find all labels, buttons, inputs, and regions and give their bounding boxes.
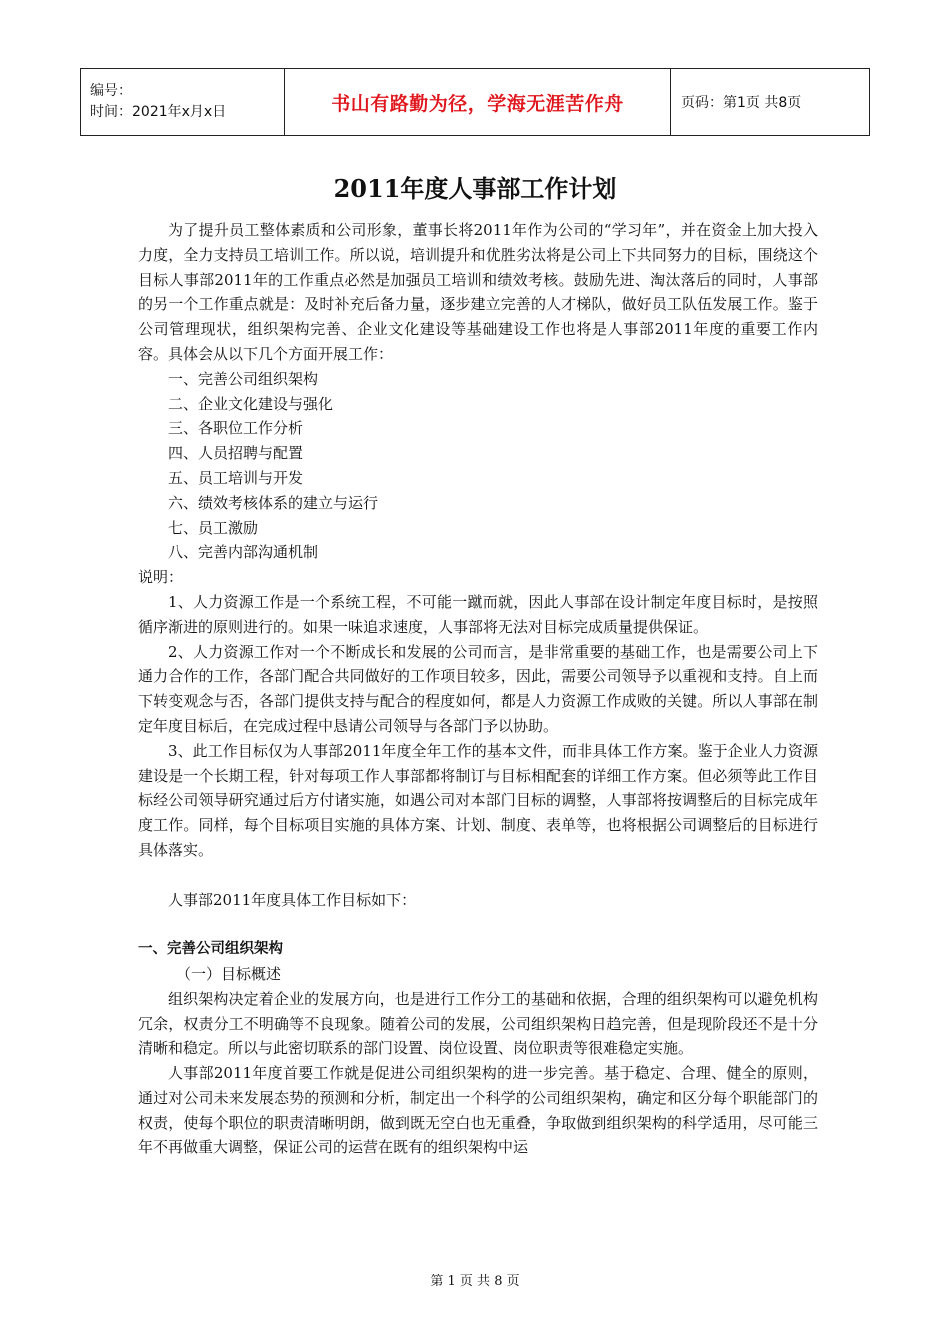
header-slogan: 书山有路勤为径，学海无涯苦作舟 bbox=[331, 92, 624, 115]
header-page-info: 页码：第1页 共8页 bbox=[681, 95, 802, 111]
intro-paragraph: 为了提升员工整体素质和公司形象，董事长将2011年作为公司的“学习年”，并在资金上加大投入力度，全力支持员工培训工作。所以说，培训提升和优胜劣汰将是公司上下共同努力的目标，围绕这个目标人事部2011年的工作重点必然是加强员工培训和绩效考核。鼓励先进、淘汰落后的同时，人事部的另一个工作重点就是：及时补充后备力量，逐步建立完善的人才梯队，做好员工队伍发展工作。鉴于公司管理现状，组织架构完善、企业文化建设等基础建设工作也将是人事部2011年度的重要工作内容。具体会从以下几个方面开展工作： bbox=[138, 221, 818, 363]
header-meta-cell bbox=[81, 69, 285, 136]
list-item: 二、企业文化建设与强化 bbox=[168, 394, 334, 413]
work-item-list bbox=[138, 367, 818, 565]
targets-intro: 人事部2011年度具体工作目标如下： bbox=[168, 890, 417, 909]
note-paragraph: 2、人力资源工作对一个不断成长和发展的公司而言，是非常重要的基础工作，也是需要公司上下通力合作的工作，各部门配合共同做好的工作项目较多，因此，需要公司领导予以重视和支持。自上而下转变观念与否，各部门提供支持与配合的程度如何，都是人力资源工作成败的关键。所以人事部在制定年度目标后，在完成过程中恳请公司领导与各部门予以协助。 bbox=[138, 642, 818, 735]
list-item: 四、人员招聘与配置 bbox=[168, 444, 304, 463]
spacer bbox=[138, 863, 818, 888]
header-page-cell bbox=[671, 69, 870, 136]
header-slogan-cell bbox=[285, 69, 671, 136]
list-item: 六、绩效考核体系的建立与运行 bbox=[168, 493, 379, 512]
document-date-label: 时间：2021年x月x日 bbox=[90, 104, 227, 120]
header-table bbox=[80, 68, 870, 136]
list-item: 五、员工培训与开发 bbox=[168, 468, 304, 487]
list-item: 三、各职位工作分析 bbox=[168, 419, 304, 438]
section-heading: 一、完善公司组织架构 bbox=[138, 941, 283, 958]
page-footer: 第 1 页 共 8 页 bbox=[430, 1274, 520, 1289]
list-item: 八、完善内部沟通机制 bbox=[168, 543, 319, 562]
list-item: 七、员工激励 bbox=[168, 518, 259, 537]
section-paragraph: 人事部2011年度首要工作就是促进公司组织架构的进一步完善。基于稳定、合理、健全的原则，通过对公司未来发展态势的预测和分析，制定出一个科学的公司组织架构，确定和区分每个职能部门的权责，使每个职位的职责清晰明朗，做到既无空白也无重叠，争取做到组织架构的科学适用，尽可能三年不再做重大调整，保证公司的运营在既有的组织架构中运 bbox=[138, 1064, 818, 1157]
spacer bbox=[138, 912, 818, 937]
document-title: 2011年度人事部工作计划 bbox=[333, 174, 617, 203]
section-paragraph: 组织架构决定着企业的发展方向，也是进行工作分工的基础和依据，合理的组织架构可以避免机构冗余，权责分工不明确等不良现象。随着公司的发展，公司组织架构日趋完善，但是现阶段还不是十分清晰和稳定。所以与此密切联系的部门设置、岗位设置、岗位职责等很难稳定实施。 bbox=[138, 989, 818, 1058]
section-subheading: （一）目标概述 bbox=[176, 964, 282, 983]
note-label: 说明： bbox=[138, 568, 184, 587]
document-number-label: 编号： bbox=[90, 83, 132, 99]
document-body bbox=[138, 218, 818, 1160]
note-paragraph: 1、人力资源工作是一个系统工程，不可能一蹴而就，因此人事部在设计制定年度目标时，是按照循序渐进的原则进行的。如果一味追求速度，人事部将无法对目标完成质量提供保证。 bbox=[138, 592, 818, 636]
note-paragraph: 3、此工作目标仅为人事部2011年度全年工作的基本文件，而非具体工作方案。鉴于企业人力资源建设是一个长期工程，针对每项工作人事部都将制订与目标相配套的详细工作方案。但必须等此工作目标经公司领导研究通过后方付诸实施，如遇公司对本部门目标的调整，人事部将按调整后的目标完成年度工作。同样，每个目标项目实施的具体方案、计划、制度、表单等，也将根据公司调整后的目标进行具体落实。 bbox=[138, 741, 818, 859]
list-item: 一、完善公司组织架构 bbox=[168, 369, 319, 388]
